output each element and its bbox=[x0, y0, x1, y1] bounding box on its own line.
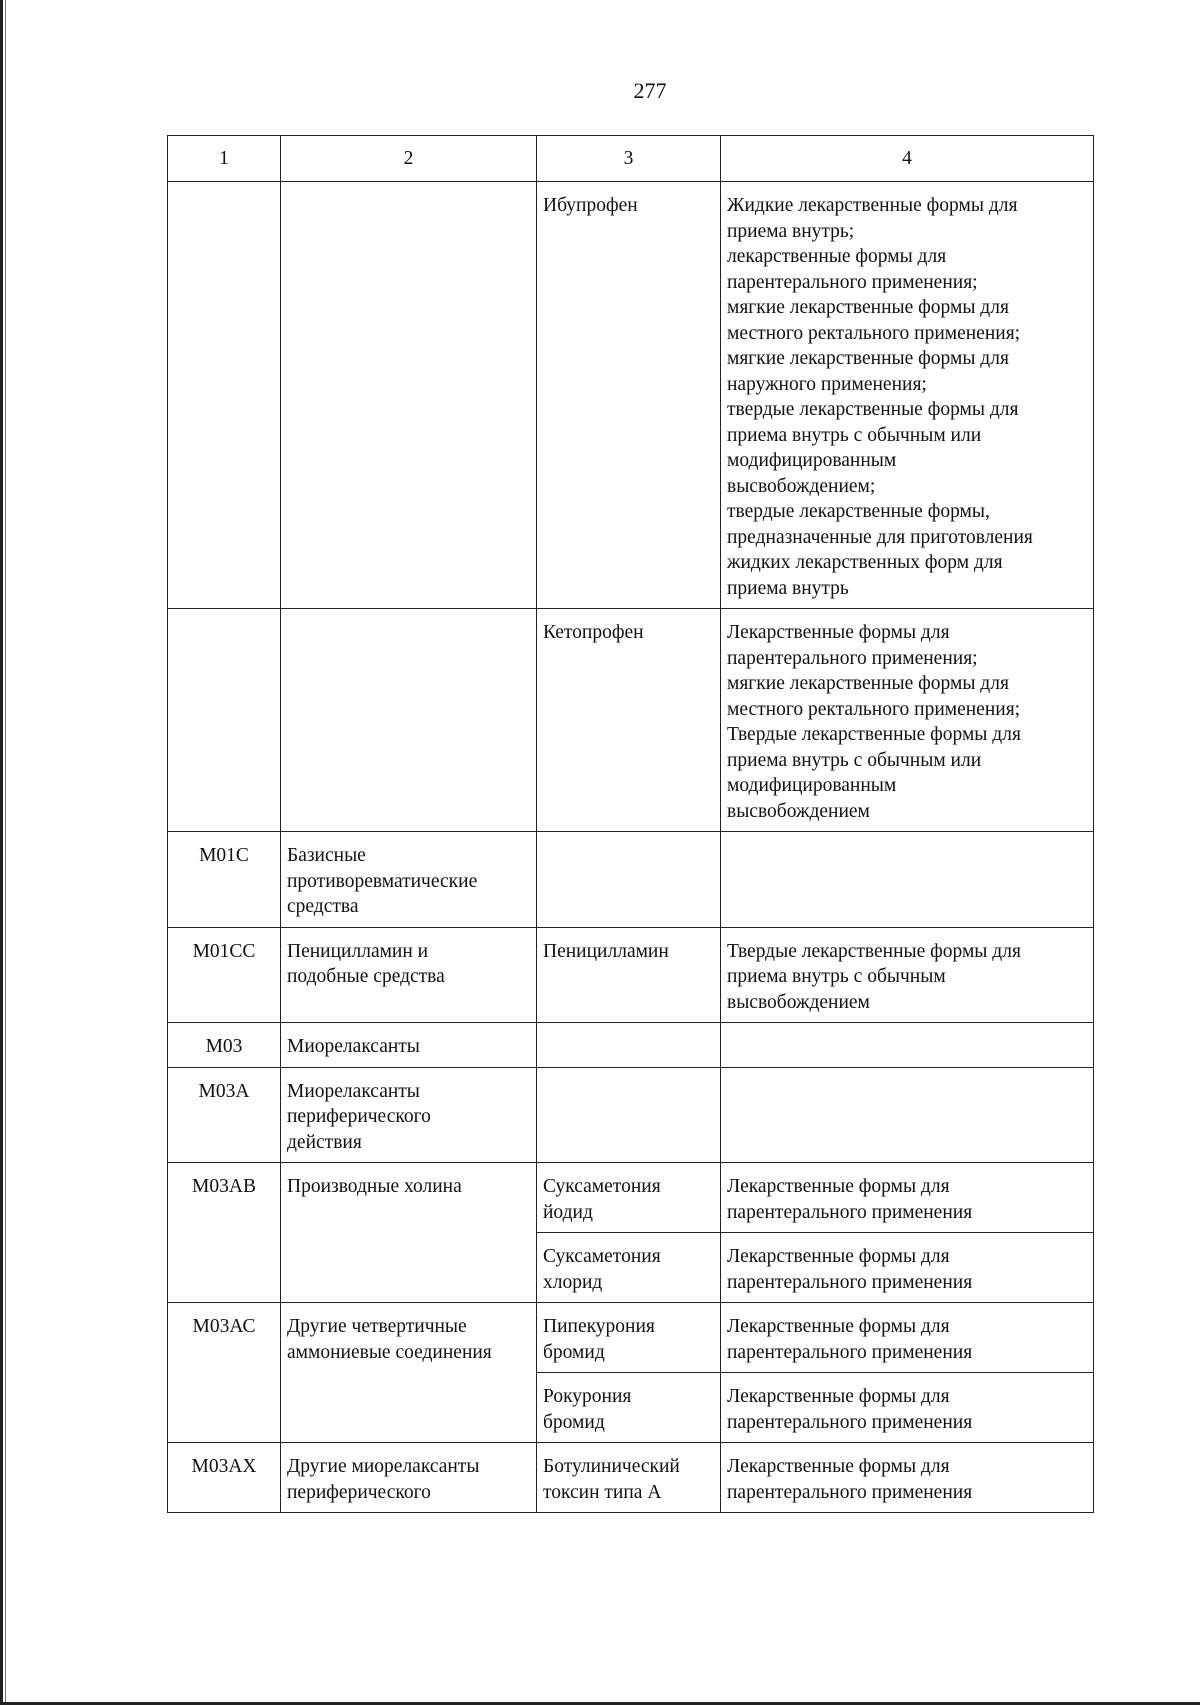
forms-line: мягкие лекарственные формы для bbox=[727, 673, 1009, 694]
group-line: аммониевые соединения bbox=[287, 1341, 492, 1363]
table-header-row bbox=[168, 136, 1094, 182]
drug-cell bbox=[537, 1233, 721, 1303]
group-cell: Производные холина bbox=[281, 1163, 537, 1303]
code-cell: М01СС bbox=[168, 927, 281, 1023]
forms-line: Лекарственные формы для bbox=[727, 1456, 950, 1477]
table-row bbox=[168, 609, 1094, 832]
group-line: средства bbox=[287, 896, 359, 917]
forms-line: модифицированным bbox=[727, 775, 897, 796]
forms-line: приема внутрь bbox=[727, 577, 849, 599]
drug-line: Пипекурония bbox=[543, 1316, 655, 1337]
drug-cell: Пеницилламин bbox=[537, 927, 721, 1023]
group-line: действия bbox=[287, 1131, 362, 1153]
forms-line: высвобождением bbox=[727, 991, 870, 1013]
forms-line: парентерального применения bbox=[727, 1341, 973, 1363]
table-row bbox=[168, 1023, 1094, 1068]
header-col-2: 2 bbox=[281, 136, 537, 182]
group-line: Базисные bbox=[287, 845, 366, 866]
drug-cell bbox=[537, 1443, 721, 1513]
group-line: периферического bbox=[287, 1106, 431, 1127]
forms-line: твердые лекарственные формы, bbox=[727, 501, 990, 522]
forms-cell bbox=[721, 832, 1094, 928]
forms-line: местного ректального применения; bbox=[727, 698, 1021, 720]
table-row bbox=[168, 182, 1094, 609]
forms-line: приема внутрь; bbox=[727, 220, 855, 242]
table-row bbox=[168, 1163, 1094, 1233]
drug-line: Ботулинический bbox=[543, 1456, 680, 1477]
forms-line: предназначенные для приготовления bbox=[727, 526, 1033, 548]
forms-line: Твердые лекарственные формы для bbox=[727, 940, 1021, 962]
forms-line: парентерального применения; bbox=[727, 647, 978, 669]
header-col-1: 1 bbox=[168, 136, 281, 182]
group-cell bbox=[281, 1303, 537, 1443]
drug-line: Суксаметония bbox=[543, 1176, 661, 1197]
scan-left-edge-line bbox=[5, 0, 6, 1705]
drug-line: токсин типа А bbox=[543, 1481, 662, 1503]
forms-line: высвобождением bbox=[727, 800, 870, 822]
forms-line: модифицированным bbox=[727, 450, 897, 471]
code-cell: М03АВ bbox=[168, 1163, 281, 1303]
group-line: периферического bbox=[287, 1481, 431, 1503]
group-cell: Миорелаксанты bbox=[281, 1023, 537, 1068]
code-cell: М03АС bbox=[168, 1303, 281, 1443]
scan-left-edge bbox=[0, 0, 3, 1705]
forms-cell bbox=[721, 1023, 1094, 1068]
table-row bbox=[168, 832, 1094, 928]
forms-line: мягкие лекарственные формы для bbox=[727, 297, 1009, 318]
drug-cell bbox=[537, 1067, 721, 1163]
forms-cell bbox=[721, 1303, 1094, 1373]
forms-line: Жидкие лекарственные формы для bbox=[727, 195, 1018, 216]
group-line: подобные средства bbox=[287, 966, 445, 987]
forms-line: мягкие лекарственные формы для bbox=[727, 348, 1009, 369]
drug-cell bbox=[537, 1163, 721, 1233]
drug-cell bbox=[537, 1373, 721, 1443]
drug-cell bbox=[537, 1023, 721, 1068]
forms-line: наружного применения; bbox=[727, 373, 927, 395]
table-row bbox=[168, 1067, 1094, 1163]
group-line: Пеницилламин и bbox=[287, 940, 429, 962]
drug-line: хлорид bbox=[543, 1271, 603, 1293]
header-col-4: 4 bbox=[721, 136, 1094, 182]
header-col-3: 3 bbox=[537, 136, 721, 182]
drug-line: бромид bbox=[543, 1341, 605, 1363]
drug-cell: Ибупрофен bbox=[537, 182, 721, 609]
code-cell bbox=[168, 609, 281, 832]
group-cell bbox=[281, 832, 537, 928]
forms-cell bbox=[721, 1163, 1094, 1233]
forms-line: лекарственные формы для bbox=[727, 246, 947, 267]
forms-line: парентерального применения bbox=[727, 1481, 973, 1503]
forms-line: высвобождением; bbox=[727, 475, 876, 497]
drug-line: Суксаметония bbox=[543, 1246, 661, 1267]
forms-line: Лекарственные формы для bbox=[727, 1246, 950, 1267]
forms-line: парентерального применения bbox=[727, 1411, 973, 1433]
group-cell bbox=[281, 1443, 537, 1513]
forms-cell bbox=[721, 1373, 1094, 1443]
forms-line: приема внутрь с обычным или bbox=[727, 749, 982, 771]
forms-cell bbox=[721, 927, 1094, 1023]
forms-cell bbox=[721, 1233, 1094, 1303]
group-cell bbox=[281, 609, 537, 832]
forms-cell bbox=[721, 1443, 1094, 1513]
forms-line: парентерального применения bbox=[727, 1201, 973, 1223]
drug-cell: Кетопрофен bbox=[537, 609, 721, 832]
forms-line: приема внутрь с обычным или bbox=[727, 424, 982, 446]
forms-cell bbox=[721, 182, 1094, 609]
forms-line: приема внутрь с обычным bbox=[727, 966, 946, 987]
drug-line: Рокурония bbox=[543, 1386, 632, 1407]
group-line: Миорелаксанты bbox=[287, 1080, 420, 1102]
group-line: противоревматические bbox=[287, 870, 478, 892]
code-cell: М03А bbox=[168, 1067, 281, 1163]
forms-line: Лекарственные формы для bbox=[727, 1176, 950, 1197]
forms-line: Лекарственные формы для bbox=[727, 1316, 950, 1337]
group-cell bbox=[281, 1067, 537, 1163]
group-line: Другие четвертичные bbox=[287, 1316, 467, 1337]
code-cell: М01С bbox=[168, 832, 281, 928]
group-line: Другие миорелаксанты bbox=[287, 1456, 480, 1477]
drug-table bbox=[167, 135, 1094, 1513]
table-row bbox=[168, 1443, 1094, 1513]
table-row bbox=[168, 1303, 1094, 1373]
page-number: 277 bbox=[633, 78, 667, 103]
code-cell: М03АХ bbox=[168, 1443, 281, 1513]
forms-line: Лекарственные формы для bbox=[727, 622, 950, 643]
drug-line: йодид bbox=[543, 1201, 593, 1223]
code-cell: М03 bbox=[168, 1023, 281, 1068]
forms-line: парентерального применения bbox=[727, 1271, 973, 1293]
forms-line: парентерального применения; bbox=[727, 271, 978, 293]
forms-cell bbox=[721, 609, 1094, 832]
forms-line: местного ректального применения; bbox=[727, 322, 1021, 344]
code-cell bbox=[168, 182, 281, 609]
group-cell bbox=[281, 927, 537, 1023]
table-row bbox=[168, 927, 1094, 1023]
forms-line: жидких лекарственных форм для bbox=[727, 552, 1003, 573]
forms-line: Лекарственные формы для bbox=[727, 1386, 950, 1407]
forms-line: твердые лекарственные формы для bbox=[727, 399, 1019, 420]
forms-line: Твердые лекарственные формы для bbox=[727, 724, 1021, 745]
group-cell bbox=[281, 182, 537, 609]
drug-cell bbox=[537, 1303, 721, 1373]
drug-line: бромид bbox=[543, 1411, 605, 1433]
forms-cell bbox=[721, 1067, 1094, 1163]
drug-cell bbox=[537, 832, 721, 928]
